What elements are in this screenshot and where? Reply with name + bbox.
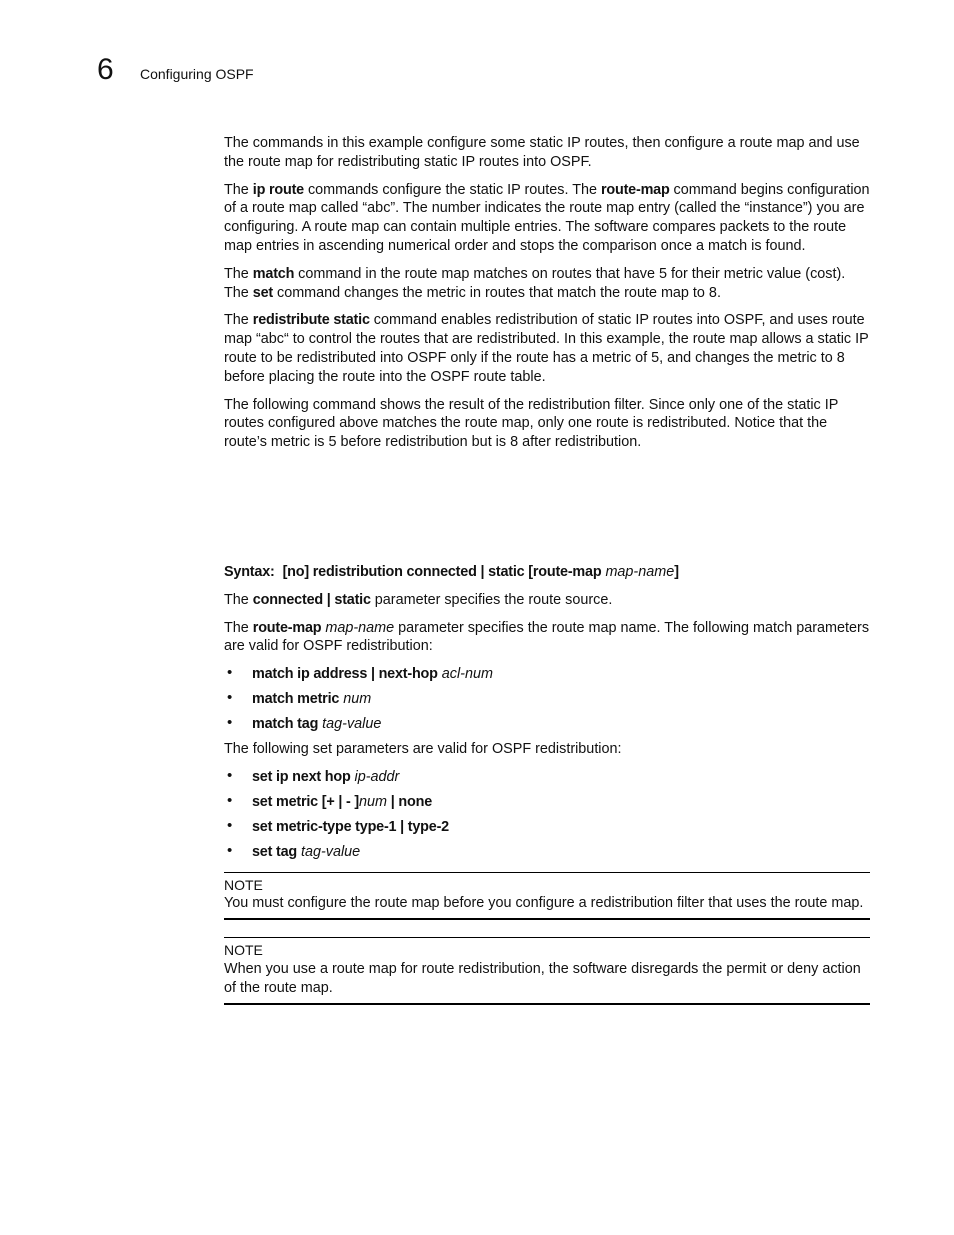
note-title: NOTE — [224, 942, 263, 959]
list-item: • set metric-type type-1 | type-2 — [227, 816, 449, 835]
list-item: • match metric num — [227, 689, 372, 708]
paragraph-connected-static: The connected | static parameter specifies the route source. — [224, 591, 613, 608]
bullet-icon: • — [227, 791, 233, 809]
set-parameter-list — [224, 768, 870, 862]
list-item: • match ip address | next-hop acl-num — [227, 664, 493, 683]
paragraph-match-set: The match command in the route map matches on routes that have 5 for their metric value (cost). The set command changes the metric in routes that match the route map to 8. — [224, 265, 846, 301]
bullet-icon: • — [227, 664, 233, 682]
note-box — [224, 872, 870, 921]
syntax-command: [no] redistribution connected | static [route-map — [282, 563, 602, 580]
match-parameter-list — [224, 665, 870, 734]
bullet-icon: • — [227, 714, 233, 732]
paragraph-set-params: The following set parameters are valid for OSPF redistribution: — [224, 741, 622, 758]
note-text: When you use a route map for route redistribution, the software disregards the permit or deny action of the route map. — [224, 961, 861, 996]
bullet-icon: • — [227, 689, 233, 707]
syntax-line: Syntax: [no] redistribution connected | static [route-map map-name] — [224, 563, 679, 580]
cmd-match: match — [252, 265, 295, 282]
main-content — [224, 134, 870, 1022]
bullet-icon: • — [227, 766, 233, 784]
list-item: • set ip next hop ip-addr — [227, 766, 400, 785]
paragraph-route-map-param: The route-map map-name parameter specifies the route map name. The following match parameters are valid for OSPF redistribution: — [224, 619, 870, 655]
paragraph-redistribute: The redistribute static command enables redistribution of static IP routes into OSPF, and uses route map “abc“ to control the routes that are redistributed. In this example, the route map allows a static IP route to be redistributed into OSPF only if the route has a metric of 5, and changes the metric to 8 before placing the route into the OSPF route table. — [224, 312, 869, 385]
bullet-icon: • — [227, 816, 233, 834]
cmd-ip-route: ip route — [252, 181, 304, 198]
list-item: • set metric [+ | - ]num | none — [227, 791, 432, 810]
cmd-route-map: route-map — [601, 181, 670, 198]
syntax-argument: map-name — [605, 563, 675, 580]
note-box — [224, 937, 870, 1004]
note-title: NOTE — [224, 876, 263, 893]
chapter-title: Configuring OSPF — [140, 66, 254, 82]
paragraph-ip-route: The ip route commands configure the static IP routes. The route-map command begins configuration of a route map called “abc”. The number indicates the route map entry (called the “instance”) you are configuring. A route map can contain multiple entries. The software compares packets to the route map entries in ascending numerical order and stops the comparison once a match is found. — [224, 181, 870, 254]
bullet-icon: • — [227, 841, 233, 859]
cmd-set: set — [252, 284, 273, 301]
list-item: • match tag tag-value — [227, 714, 382, 733]
list-item: • set tag tag-value — [227, 841, 361, 860]
note-text: You must configure the route map before you configure a redistribution filter that uses the route map. — [224, 895, 864, 912]
cmd-redistribute-static: redistribute static — [252, 312, 370, 329]
spacer — [224, 461, 870, 563]
paragraph-result: The following command shows the result of the redistribution filter. Since only one of the static IP routes configured above matches the route map, only one route is redistributed. Notice that the route’s metric is 5 before redistribution but is 8 after redistribution. — [224, 396, 839, 451]
syntax-label: Syntax: — [224, 563, 275, 580]
chapter-number: 6 — [97, 53, 114, 86]
paragraph-intro: The commands in this example configure some static IP routes, then configure a route map and use the route map for redistributing static IP routes into OSPF. — [224, 135, 860, 170]
